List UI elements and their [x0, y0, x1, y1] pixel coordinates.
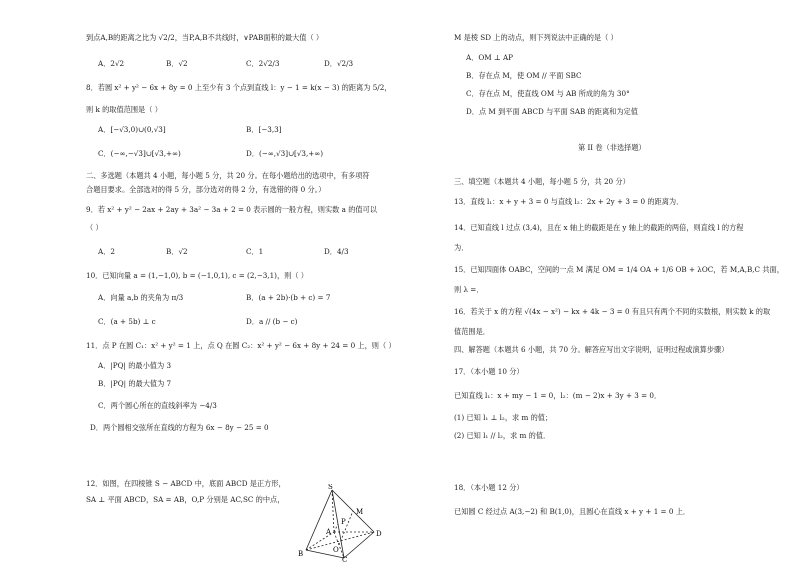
answer-option: C．2√2/3	[246, 59, 280, 68]
text-line: 合题目要求。全部选对的得 5 分，部分选对的得 2 分，有选错的得 0 分。）	[86, 185, 326, 194]
text-line: B．存在点 M，使 OM // 平面 SBC	[466, 71, 582, 80]
answer-option: D．√2/3	[324, 59, 354, 68]
text-line: 17．（本小题 10 分）	[454, 367, 524, 376]
text-line: C．(−∞,−√3]∪[√3,+∞)	[98, 149, 181, 158]
text-line: A．OM ⊥ AP	[466, 53, 513, 62]
text-line: C．两个圆心所在的直线斜率为 −4/3	[98, 401, 217, 410]
text-line: 16．若关于 x 的方程 √(4x − x²) − kx + 4k − 3 = 0 有且只有两个不同的实数根，则实数 k 的取	[454, 307, 771, 316]
text-line: 第 II 卷（非选择题）	[578, 143, 646, 152]
text-line: 则 λ =．	[454, 285, 484, 294]
label-c: C	[342, 556, 348, 562]
text-line: 8．若圆 x² + y² − 6x + 8y = 0 上至少有 3 个点到直线 l：y − 1 = k(x − 3) 的距离为 5/2，	[86, 83, 392, 92]
text-line: M 是棱 SD 上的动点，则下列说法中正确的是（ ）	[454, 33, 618, 42]
text-line: (1) 已知 l₁ ⊥ l₂，求 m 的值；	[454, 413, 553, 422]
answer-option: B．√2	[166, 59, 188, 68]
answer-option: D．(−∞,√3]∪[√3,+∞)	[246, 149, 324, 158]
label-d: D	[376, 530, 382, 538]
answer-option: B．(a + 2b)·(b + c) = 7	[246, 293, 331, 302]
text-line: A．[−√3,0)∪(0,√3]	[98, 125, 166, 134]
edge-sb	[306, 490, 332, 550]
segment-ap	[334, 524, 338, 532]
text-line: A．向量 a,b 的夹角为 π/3	[98, 293, 184, 302]
text-line: 已知直线 l₁：x + my − 1 = 0，l₂：(m − 2)x + 3y + 3 = 0．	[454, 391, 662, 400]
label-s: S	[328, 484, 333, 491]
answer-option: B．√2	[166, 247, 188, 256]
text-line: (2) 已知 l₁ // l₂，求 m 的值．	[454, 431, 551, 440]
text-line: A．|PQ| 的最小值为 3	[98, 361, 172, 370]
text-line: 则 k 的取值范围是（ ）	[86, 105, 162, 114]
text-line: D．两个圆相交弦所在直线的方程为 6x − 8y − 25 = 0	[90, 423, 269, 432]
text-line: 10．已知向量 a = (1,−1,0), b = (−1,0,1), c = (2,−3,1)，则（ ）	[86, 271, 308, 280]
text-line: 11．点 P 在圆 C₁：x² + y² = 1 上，点 Q 在圆 C₂：x² + y² − 6x + 8y + 24 = 0 上，则（ ）	[86, 341, 396, 350]
label-b: B	[298, 550, 304, 558]
label-o: O	[333, 546, 339, 554]
text-line: 15．已知四面体 OABC，空间的一点 M 满足 OM = 1/4 OA + 1/6 OB + λOC，若 M,A,B,C 共面，	[454, 265, 784, 274]
answer-option: B．[−3,3]	[246, 125, 282, 134]
text-line: 值范围是．	[454, 327, 490, 336]
text-line: C．(a + 5b) ⊥ c	[98, 317, 156, 326]
text-line: 到点A,B的距离之比为 √2/2，当P,A,B不共线时，∨PAB面积的最大值（ ）	[86, 33, 324, 42]
text-line: 14．已知直线 l 过点 (3,4)，且在 x 轴上的截距是在 y 轴上的截距的两倍，则直线 l 的方程	[454, 223, 744, 232]
text-line: 9．若 x² + y² − 2ax + 2ay + 3a² − 3a + 2 = 0 表示圆的一般方程，则实数 a 的值可以	[86, 205, 377, 214]
text-line: 已知圆 C 经过点 A(3,−2) 和 B(1,0)，且圆心在直线 x + y + 1 = 0 上．	[454, 507, 691, 516]
text-line: 二、多选题（本题共 4 小题，每小题 5 分，共 20 分。在每小题给出的选项中，有多项符	[86, 171, 370, 180]
edge-cd	[344, 532, 374, 558]
text-line: C．存在点 M，使直线 OM 与 AB 所成的角为 30°	[466, 89, 630, 98]
answer-option: D．4/3	[324, 247, 349, 256]
text-line: B．|PQ| 的最大值为 7	[98, 379, 172, 388]
right-column	[454, 0, 784, 560]
text-line: 18．（本小题 12 分）	[454, 483, 524, 492]
answer-option: D．a // (b − c)	[246, 317, 298, 326]
segment-om	[339, 511, 353, 545]
text-line: A．2√2	[98, 59, 125, 68]
text-line: D．点 M 到平面 ABCD 与平面 SAB 的距离和为定值	[466, 107, 638, 116]
text-line: 12．如图，在四棱锥 S − ABCD 中，底面 ABCD 是正方形，	[86, 479, 286, 488]
label-p: P	[341, 518, 346, 526]
answer-option: C．1	[246, 247, 264, 256]
label-a: A	[326, 528, 332, 536]
text-line: （ ）	[86, 223, 103, 232]
label-m: M	[356, 508, 364, 516]
text-line: 13．直线 l₁：x + y + 3 = 0 与直线 l₂：2x + 2y + 3 = 0 的距离为．	[454, 197, 684, 206]
pyramid-figure	[296, 484, 406, 562]
text-line: 三、填空题（本题共 4 小题，每小题 5 分，共 20 分）	[454, 177, 630, 186]
text-line: 四、解答题（本题共 6 小题，共 70 分。解答应写出文字说明，证明过程或演算步骤）	[454, 345, 729, 354]
text-line: A．2	[98, 247, 115, 256]
text-line: 为．	[454, 243, 469, 252]
text-line: SA ⊥ 平面 ABCD，SA = AB，O,P 分别是 AC,SC 的中点，	[86, 495, 285, 504]
left-column	[86, 0, 416, 560]
